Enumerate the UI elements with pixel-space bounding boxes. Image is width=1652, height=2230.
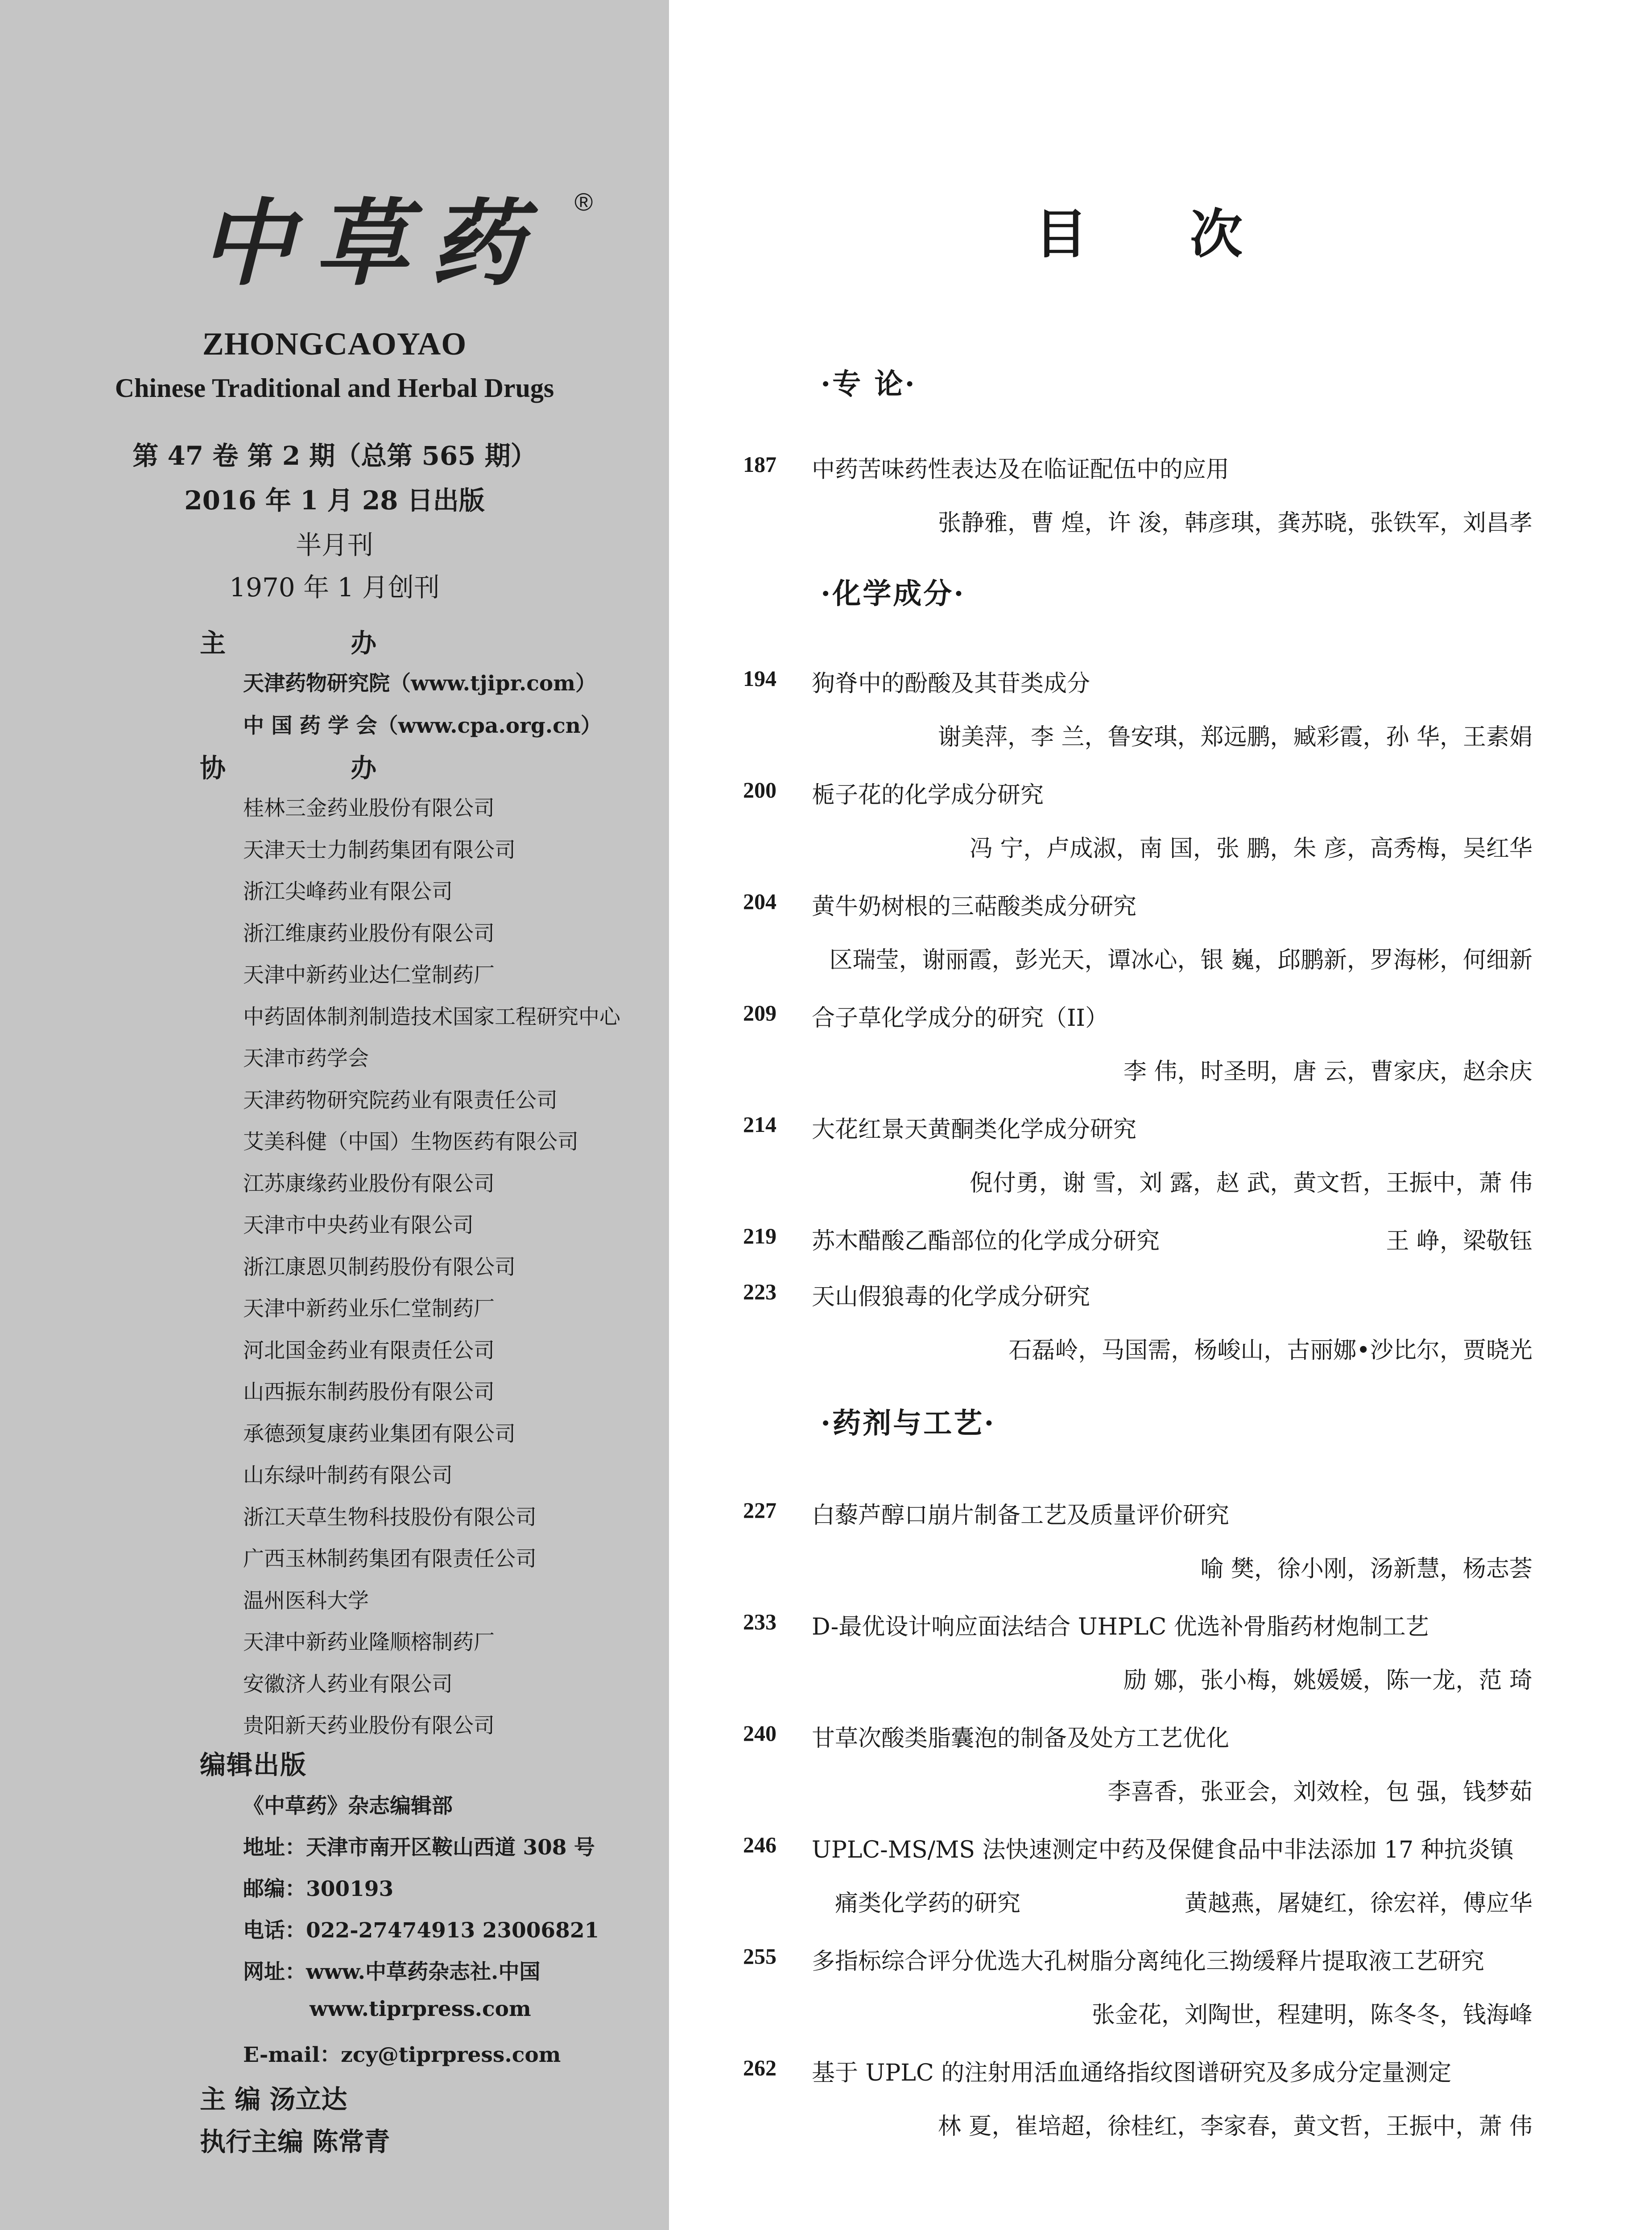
toc-article-title[interactable]: 黄牛奶树根的三萜酸类成分研究 xyxy=(812,893,1137,920)
cosponsor-item: 安徽济人药业有限公司 xyxy=(243,1672,453,1697)
cosponsor-item: 天津中新药业乐仁堂制药厂 xyxy=(243,1297,495,1321)
toc-article-authors: 李喜香，张亚会，刘效栓，包 强，钱梦茹 xyxy=(1107,1779,1532,1805)
toc-article-authors: 倪付勇，谢 雪，刘 露，赵 武，黄文哲，王振中，萧 伟 xyxy=(969,1170,1532,1197)
toc-article-title[interactable]: 大花红景天黄酮类化学成分研究 xyxy=(812,1116,1137,1143)
toc-article-title[interactable]: 基于 UPLC 的注射用活血通络指纹图谱研究及多成分定量测定 xyxy=(812,2060,1452,2086)
toc-section-heading: ·专 论· xyxy=(821,368,917,401)
editing-office: 《中草药》杂志编辑部 xyxy=(243,1794,453,1818)
toc-article-title[interactable]: 多指标综合评分优选大孔树脂分离纯化三拗缓释片提取液工艺研究 xyxy=(812,1948,1485,1975)
editing-address: 地址：天津市南开区鞍山西道 308 号 xyxy=(243,1835,595,1860)
toc-article-title[interactable]: UPLC-MS/MS 法快速测定中药及保健食品中非法添加 17 种抗炎镇 xyxy=(812,1837,1514,1863)
cosponsor-item: 天津药物研究院药业有限责任公司 xyxy=(243,1088,558,1113)
toc-page-number[interactable]: 204 xyxy=(743,889,776,914)
cosponsor-item: 山西振东制药股份有限公司 xyxy=(243,1380,495,1404)
toc-page-number[interactable]: 246 xyxy=(743,1832,776,1857)
cosponsor-item: 温州医科大学 xyxy=(243,1588,369,1613)
cosponsor-item: 江苏康缘药业股份有限公司 xyxy=(243,1171,495,1196)
toc-article-title[interactable]: 合子草化学成分的研究（II） xyxy=(812,1005,1109,1032)
toc-article-authors: 冯 宁，卢成淑，南 国，张 鹏，朱 彦，高秀梅，吴红华 xyxy=(969,835,1532,862)
editing-heading: 编辑出版 xyxy=(200,1750,307,1780)
toc-page-number[interactable]: 227 xyxy=(743,1498,776,1523)
frequency: 半月刊 xyxy=(295,530,373,560)
toc-article-title-continued[interactable]: 痛类化学药的研究 xyxy=(835,1890,1021,1917)
cosponsor-item: 天津市中央药业有限公司 xyxy=(243,1213,474,1238)
editing-website: 网址：www.中草药杂志社.中国 xyxy=(243,1960,541,1984)
toc-page-number[interactable]: 200 xyxy=(743,777,776,802)
cosponsor-item: 天津中新药业达仁堂制药厂 xyxy=(243,963,495,987)
toc-article-authors: 李 伟，时圣明，唐 云，曹家庆，赵余庆 xyxy=(1123,1058,1532,1085)
journal-english-title: Chinese Traditional and Herbal Drugs xyxy=(115,373,554,403)
registered-mark: ® xyxy=(574,188,593,216)
toc-page-number[interactable]: 187 xyxy=(743,452,776,477)
toc-article-authors: 喻 樊，徐小刚，汤新慧，杨志荟 xyxy=(1200,1556,1532,1582)
volume-issue: 第 47 卷 第 2 期（总第 565 期） xyxy=(132,441,537,471)
cosponsor-item: 天津中新药业隆顺榕制药厂 xyxy=(243,1630,495,1655)
sponsor-heading: 主 办 xyxy=(200,628,435,658)
cosponsor-item: 山东绿叶制药有限公司 xyxy=(243,1463,453,1488)
cosponsor-item: 广西玉林制药集团有限责任公司 xyxy=(243,1547,537,1571)
toc-article-title[interactable]: 中药苦味药性表达及在临证配伍中的应用 xyxy=(812,456,1230,483)
editing-postcode: 邮编：300193 xyxy=(243,1877,394,1901)
sponsor-item: 天津药物研究院（www.tjipr.com） xyxy=(243,671,596,696)
toc-page-number[interactable]: 255 xyxy=(743,1944,776,1969)
toc-article-authors: 黄越燕，屠婕红，徐宏祥，傅应华 xyxy=(1184,1890,1532,1917)
toc-article-authors: 区瑞莹，谢丽霞，彭光天，谭冰心，银 巍，邱鹏新，罗海彬，何细新 xyxy=(829,947,1532,974)
sponsor-item: 中 国 药 学 会（www.cpa.org.cn） xyxy=(243,714,602,738)
founded: 1970 年 1 月创刊 xyxy=(229,572,440,603)
cosponsor-item: 贵阳新天药业股份有限公司 xyxy=(243,1714,495,1738)
toc-article-title[interactable]: 苏木醋酸乙酯部位的化学成分研究 xyxy=(812,1228,1160,1255)
toc-article-authors: 王 峥，梁敬钰 xyxy=(1386,1228,1532,1255)
toc-article-authors: 林 夏，崔培超，徐桂红，李家春，黄文哲，王振中，萧 伟 xyxy=(938,2113,1532,2140)
toc-page-number[interactable]: 209 xyxy=(743,1000,776,1025)
toc-section-heading: ·化学成分· xyxy=(821,577,966,611)
cosponsor-item: 天津天士力制药集团有限公司 xyxy=(243,838,516,863)
cosponsor-item: 浙江维康药业股份有限公司 xyxy=(243,921,495,946)
editing-website-2: www.tiprpress.com xyxy=(310,1997,531,2021)
toc-article-title[interactable]: 甘草次酸类脂囊泡的制备及处方工艺优化 xyxy=(812,1725,1230,1752)
toc-article-authors: 谢美萍，李 兰，鲁安琪，郑远鹏，臧彩霞，孙 华，王素娟 xyxy=(938,724,1532,751)
editing-phone: 电话：022-27474913 23006821 xyxy=(243,1918,599,1943)
cosponsor-item: 浙江天草生物科技股份有限公司 xyxy=(243,1505,537,1530)
toc-article-title[interactable]: 栀子花的化学成分研究 xyxy=(812,782,1044,809)
cosponsor-item: 浙江康恩贝制药股份有限公司 xyxy=(243,1255,516,1280)
toc-article-title[interactable]: 天山假狼毒的化学成分研究 xyxy=(812,1284,1090,1310)
toc-page-number[interactable]: 194 xyxy=(743,666,776,691)
cosponsor-item: 中药固体制剂制造技术国家工程研究中心 xyxy=(243,1004,620,1029)
publish-date: 2016 年 1 月 28 日出版 xyxy=(184,485,485,516)
cosponsor-item: 浙江尖峰药业有限公司 xyxy=(243,880,453,904)
toc-section-heading: ·药剂与工艺· xyxy=(821,1407,996,1440)
cosponsor-item: 天津市药学会 xyxy=(243,1046,369,1071)
toc-article-authors: 励 娜，张小梅，姚媛媛，陈一龙，范 琦 xyxy=(1123,1667,1532,1694)
toc-page-number[interactable]: 233 xyxy=(743,1609,776,1634)
editor-in-chief: 主 编 汤立达 xyxy=(200,2084,347,2114)
cosponsor-item: 承德颈复康药业集团有限公司 xyxy=(243,1421,516,1446)
journal-pinyin: ZHONGCAOYAO xyxy=(202,326,467,362)
editing-email: E-mail：zcy@tiprpress.com xyxy=(243,2043,561,2067)
toc-article-title[interactable]: 狗脊中的酚酸及其苷类成分 xyxy=(812,670,1090,697)
toc-page-number[interactable]: 223 xyxy=(743,1279,776,1304)
toc-article-authors: 张金花，刘陶世，程建明，陈冬冬，钱海峰 xyxy=(1091,2002,1532,2028)
toc-page-number[interactable]: 214 xyxy=(743,1112,776,1137)
toc-article-authors: 张静雅，曹 煌，许 浚，韩彦琪，龚苏晓，张铁军，刘昌孝 xyxy=(938,510,1532,537)
toc-page-number[interactable]: 262 xyxy=(743,2055,776,2080)
masthead-sidebar xyxy=(0,0,669,2230)
journal-logo xyxy=(200,182,583,305)
cosponsor-item: 桂林三金药业股份有限公司 xyxy=(243,796,495,821)
toc-article-authors: 石磊岭，马国需，杨峻山，古丽娜•沙比尔，贾晓光 xyxy=(1008,1337,1532,1364)
toc-page-number[interactable]: 240 xyxy=(743,1721,776,1746)
cosponsor-item: 艾美科健（中国）生物医药有限公司 xyxy=(243,1130,578,1154)
toc-article-title[interactable]: 白藜芦醇口崩片制备工艺及质量评价研究 xyxy=(812,1502,1230,1529)
toc-article-title[interactable]: D-最优设计响应面法结合 UHPLC 优选补骨脂药材炮制工艺 xyxy=(812,1614,1429,1640)
cosponsor-heading: 协 办 xyxy=(200,753,435,783)
logo-text: 中草药 xyxy=(200,188,545,298)
toc-title: 目次 xyxy=(1035,203,1346,265)
cosponsor-item: 河北国金药业有限责任公司 xyxy=(243,1338,495,1363)
executive-editor: 执行主编 陈常青 xyxy=(200,2127,390,2157)
toc-page-number[interactable]: 219 xyxy=(743,1223,776,1248)
